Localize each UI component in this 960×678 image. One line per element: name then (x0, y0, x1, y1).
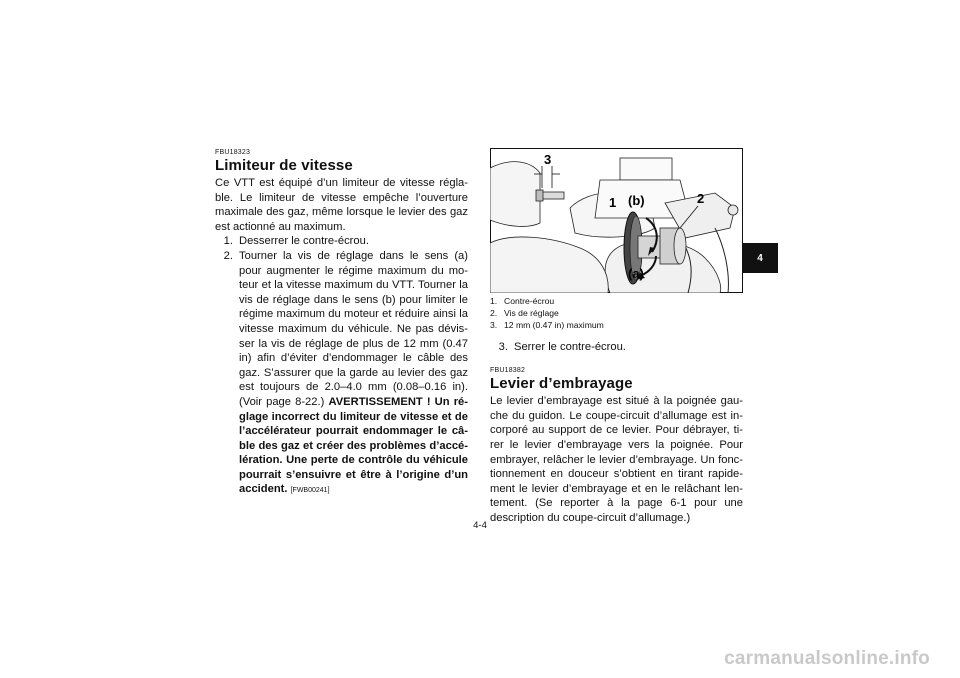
warning-code: [FWB00241] (290, 487, 330, 495)
section-heading-clutch-lever: Levier d’embrayage (490, 375, 633, 393)
figure-label-3: 3 (544, 152, 552, 167)
steps-list-continued (490, 340, 743, 355)
section-code: FBU18323 (215, 149, 251, 156)
step-text-block (239, 249, 468, 499)
section-heading-speed-limiter: Limiteur de vitesse (215, 157, 353, 174)
intro-paragraph: Ce VTT est équipé d’un limiteur de vitesse régla-ble. Le limiteur de vitesse empêche l’ouverture maximale des gaz, même lorsque le levier des gaz est actionné au maximum. (215, 177, 468, 233)
caption-number: 1. (490, 296, 498, 306)
figure-label-2: 2 (697, 191, 705, 206)
step-item (215, 234, 468, 249)
caption-text: Vis de réglage (504, 308, 559, 319)
section-code: FBU18382 (490, 367, 526, 375)
throttle-stop-figure (490, 148, 743, 293)
step-item (490, 340, 743, 355)
figure-label-b: (b) (628, 193, 645, 208)
step-number: 1. (223, 235, 233, 248)
step-text: Desserrer le contre-écrou. (239, 235, 369, 248)
caption-number: 2. (490, 308, 498, 319)
step-text: Tourner la vis de réglage dans le sens (a) pour augmenter le régime maximum du mo-teur et la vitesse maximum du VTT. Tourner la vis de réglage dans le sens (b) pour limiter le régime maximum du moteur et réduire ainsi la vitesse maximum du véhicule. Ne pas dévis-ser la vis de réglage de plus de 12 mm (0.47 in) afin d’éviter d’endommager le câble des gaz. S’assurer que la garde au levier des gaz est toujours de 2.0–4.0 mm (0.08–0.16 in). (Voir page 8-22.) (239, 249, 468, 408)
caption-number: 3. (490, 320, 498, 331)
step-number: 2. (223, 249, 233, 262)
figure-captions (490, 295, 743, 526)
throttle-illustration (490, 148, 743, 293)
warning-text: AVERTISSEMENT ! Un ré-glage incorrect du limiteur de vitesse et de l’accélérateur pourrait endommager le câ-ble des gaz et créer des problèmes d’accé-lération. Une perte de contrôle du véhicule pourrait s’ensuivre et être à l’origine d’un accident. (239, 395, 468, 496)
watermark: carmanualsonline.info (724, 648, 930, 669)
caption-text: Contre-écrou (504, 296, 555, 306)
clutch-paragraph: Le levier d’embrayage est situé à la poignée gau-che du guidon. Le coupe-circuit d’allumage est in-corporé au support de ce levier. Pour débrayer, ti-rer le levier d’embrayage vers la poignée. Pour embrayer, relâcher le levier d’embrayage. Un fonc-tionnement en douceur s’obtient en tirant rapide-ment le levier d’embrayage et en le relâchant len-tement. (Se reporter à la page 6-1 pour une description du coupe-circuit d’allumage.) (490, 395, 743, 524)
step-text: Serrer le contre-écrou. (514, 340, 626, 353)
step-item (215, 249, 468, 499)
left-column (215, 148, 468, 499)
figure-label-a: (a) (628, 266, 644, 281)
chapter-tab: 4 (742, 243, 778, 273)
page-number: 4-4 (473, 520, 487, 531)
step-number: 3. (498, 340, 508, 353)
figure-label-1: 1 (609, 195, 617, 210)
caption-item (490, 319, 743, 331)
caption-item (490, 307, 743, 319)
caption-item (490, 295, 743, 307)
steps-list (215, 234, 468, 499)
caption-text: 12 mm (0.47 in) maximum (504, 320, 604, 331)
